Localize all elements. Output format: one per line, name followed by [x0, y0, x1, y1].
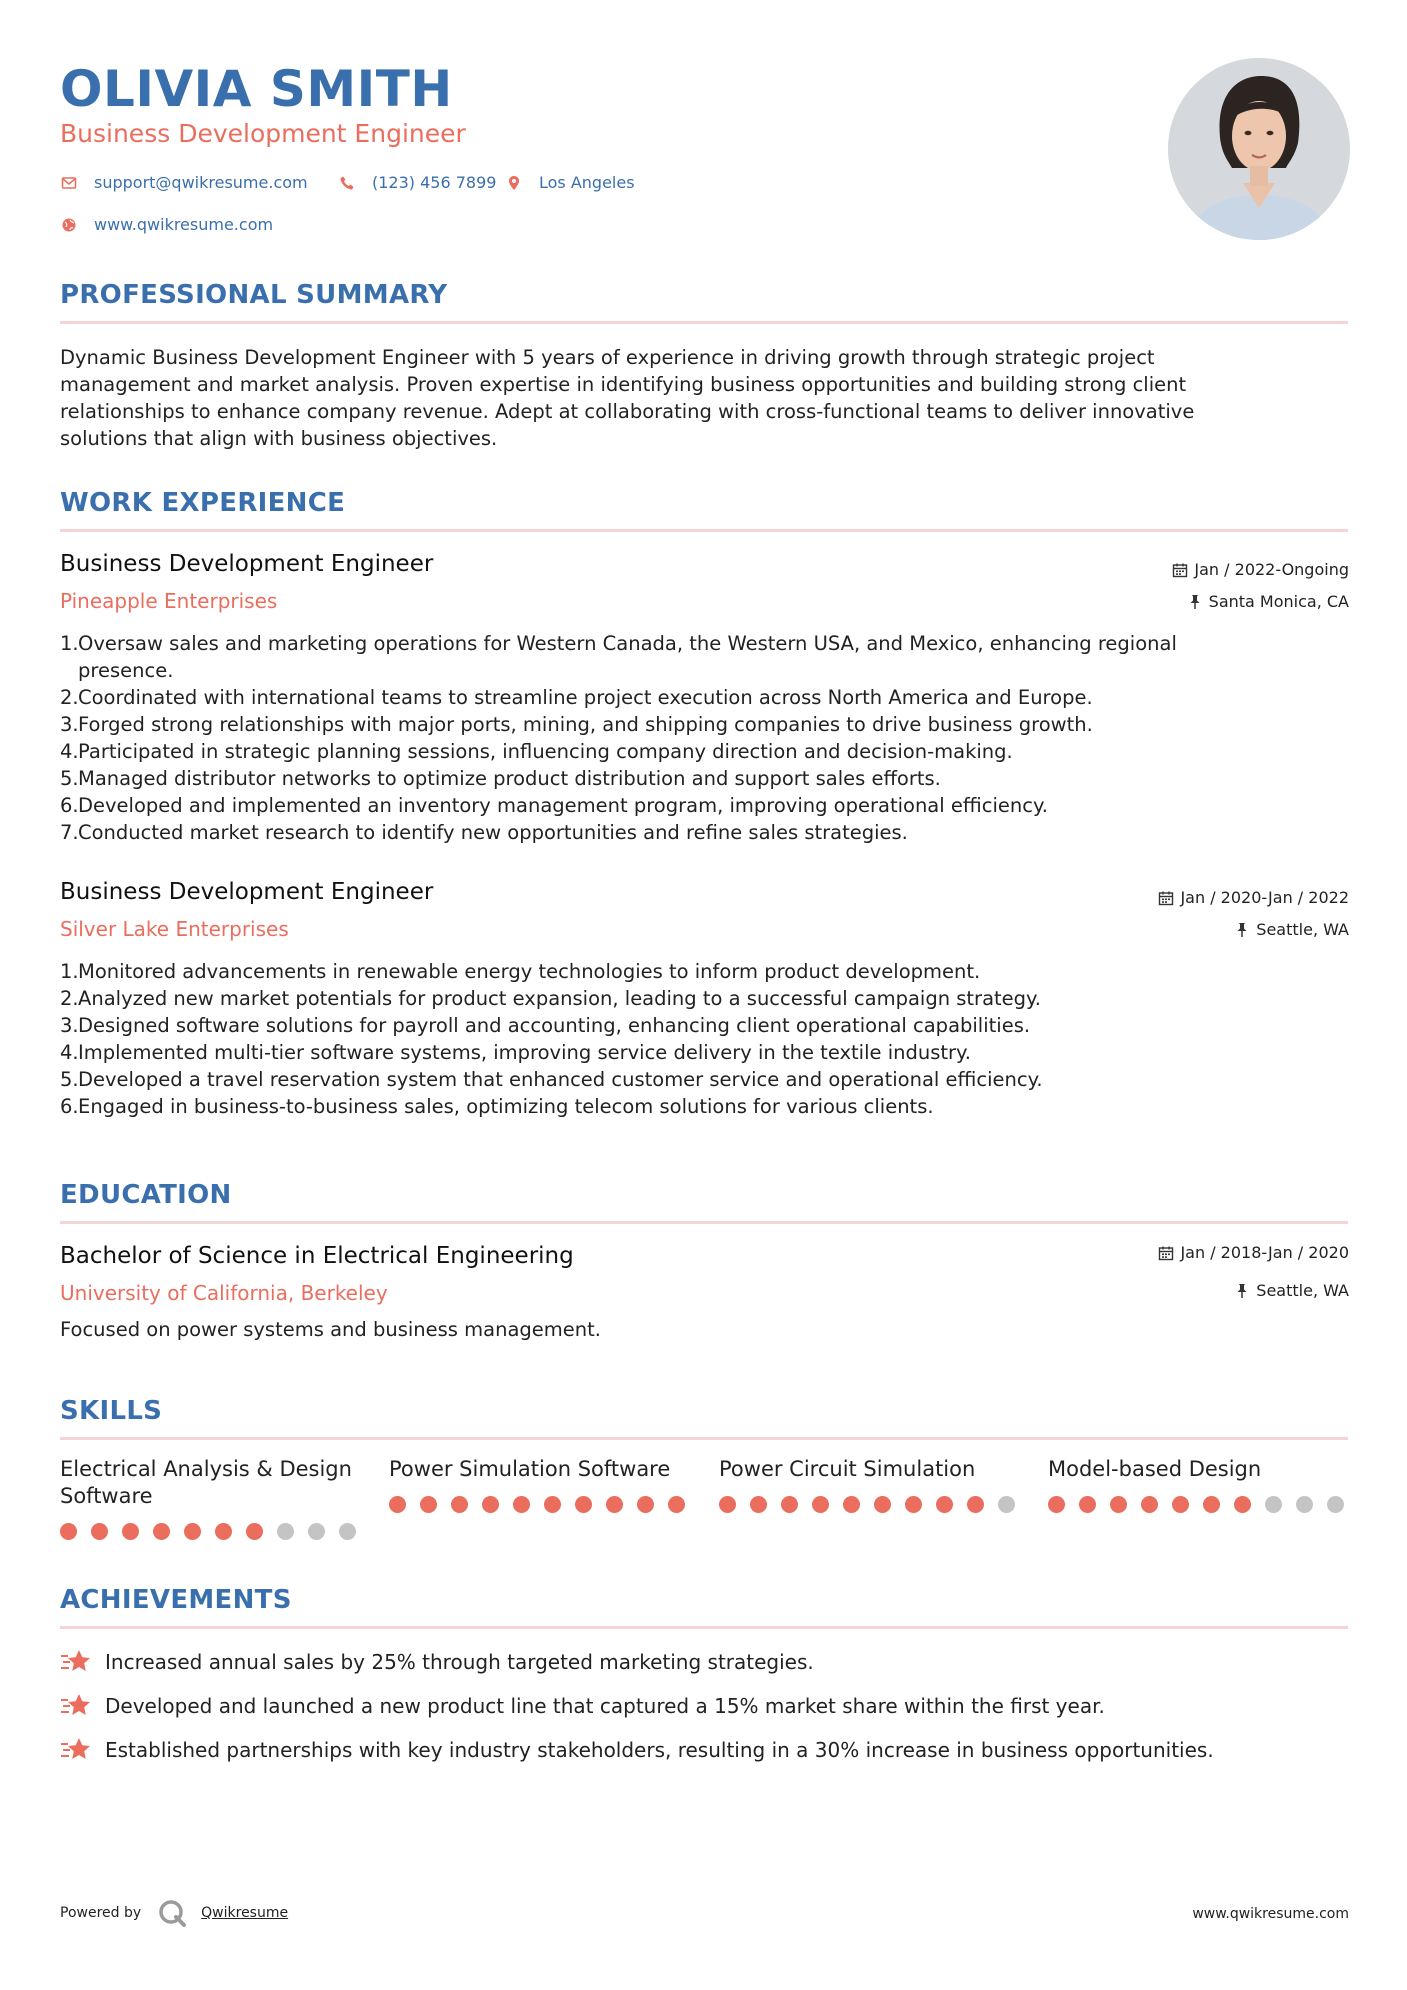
rating-dot-filled: [1079, 1496, 1096, 1513]
rating-dot-empty: [1265, 1496, 1282, 1513]
education-description: Focused on power systems and business management.: [60, 1318, 601, 1341]
summary-line: relationships to enhance company revenue. Adept at collaborating with cross-functional teams to deliver innovative: [60, 400, 1195, 423]
rating-dot-filled: [575, 1496, 592, 1513]
rating-dot-empty: [308, 1523, 325, 1540]
rating-dot-filled: [637, 1496, 654, 1513]
contact-phone-text: (123) 456 7899: [372, 173, 497, 192]
rating-dot-filled: [874, 1496, 891, 1513]
list-item: 7. Conducted market research to identify new opportunities and refine sales strategies.: [60, 821, 908, 844]
school-name: University of California, Berkeley: [60, 1281, 388, 1305]
rating-dot-filled: [122, 1523, 139, 1540]
skills-divider: [60, 1437, 1348, 1440]
rating-dot-filled: [967, 1496, 984, 1513]
education-date-text: Jan / 2018-Jan / 2020: [1180, 1243, 1349, 1262]
envelope-icon: [60, 174, 78, 192]
rating-dot-filled: [513, 1496, 530, 1513]
job-date-text: Jan / 2020-Jan / 2022: [1180, 888, 1349, 907]
rating-dot-filled: [1172, 1496, 1189, 1513]
summary-divider: [60, 321, 1348, 324]
contact-location: [505, 173, 635, 192]
rating-dot-filled: [719, 1496, 736, 1513]
achievement-text: Established partnerships with key industry stakeholders, resulting in a 30% increase in business opportunities.: [105, 1738, 1214, 1762]
skill-item: [389, 1456, 689, 1483]
rating-dot-empty: [998, 1496, 1015, 1513]
skills-heading: SKILLS: [60, 1396, 163, 1426]
skill-rating: [389, 1496, 699, 1513]
achievement-item: [60, 1691, 1105, 1721]
rating-dot-filled: [936, 1496, 953, 1513]
rating-dot-filled: [1234, 1496, 1251, 1513]
experience-heading: WORK EXPERIENCE: [60, 488, 346, 518]
job-location-text: Seattle, WA: [1256, 920, 1349, 939]
rating-dot-empty: [339, 1523, 356, 1540]
skill-item: [719, 1456, 1019, 1483]
degree-title: Bachelor of Science in Electrical Engineering: [60, 1243, 574, 1269]
rating-dot-filled: [843, 1496, 860, 1513]
candidate-title: Business Development Engineer: [60, 119, 466, 148]
rating-dot-filled: [91, 1523, 108, 1540]
list-item: 1. Monitored advancements in renewable energy technologies to inform product development.: [60, 960, 981, 983]
calendar-icon: [1172, 562, 1188, 578]
skill-name: Power Simulation Software: [389, 1457, 671, 1481]
list-item: 6. Engaged in business-to-business sales, optimizing telecom solutions for various clients.: [60, 1095, 934, 1118]
list-item: 5. Managed distributor networks to optimize product distribution and support sales efforts.: [60, 767, 941, 790]
star-award-icon: [60, 1735, 94, 1765]
summary-heading: PROFESSIONAL SUMMARY: [60, 280, 448, 310]
rating-dot-filled: [1110, 1496, 1127, 1513]
rating-dot-filled: [1048, 1496, 1065, 1513]
contact-email-text: support@qwikresume.com: [94, 173, 308, 192]
summary-line: management and market analysis. Proven expertise in identifying business opportunities and building strong client: [60, 373, 1187, 396]
job-date: [1158, 887, 1349, 909]
job-bullets: [60, 630, 1340, 846]
rating-dot-empty: [277, 1523, 294, 1540]
globe-icon: [60, 216, 78, 234]
qwikresume-logo-icon: [157, 1898, 187, 1928]
job-location: [1187, 591, 1349, 613]
rating-dot-filled: [606, 1496, 623, 1513]
contact-phone[interactable]: [338, 173, 496, 192]
achievement-item: [60, 1735, 1214, 1765]
rating-dot-filled: [184, 1523, 201, 1540]
skill-rating: [719, 1496, 1029, 1513]
summary-text: [60, 344, 1330, 452]
phone-icon: [338, 174, 356, 192]
list-item: 4. Implemented multi-tier software systems, improving service delivery in the textile industry.: [60, 1041, 971, 1064]
pushpin-icon: [1234, 1283, 1250, 1299]
list-item: 4. Participated in strategic planning sessions, influencing company direction and decision-making.: [60, 740, 1013, 763]
rating-dot-empty: [1296, 1496, 1313, 1513]
star-award-icon: [60, 1691, 94, 1721]
rating-dot-filled: [482, 1496, 499, 1513]
contact-email[interactable]: [60, 173, 308, 192]
map-pin-icon: [505, 174, 523, 192]
list-item: presence.: [78, 659, 174, 682]
list-item: 1. Oversaw sales and marketing operations for Western Canada, the Western USA, and Mexico, enhancing regional: [60, 632, 1177, 655]
contact-website[interactable]: [60, 215, 273, 234]
rating-dot-filled: [544, 1496, 561, 1513]
achievement-text: Developed and launched a new product line that captured a 15% market share within the first year.: [105, 1694, 1105, 1718]
education-date: [1158, 1242, 1349, 1264]
experience-divider: [60, 529, 1348, 532]
rating-dot-filled: [1203, 1496, 1220, 1513]
skill-name: Model-based Design: [1048, 1457, 1262, 1481]
job-bullets: [60, 958, 1340, 1120]
job-company: Silver Lake Enterprises: [60, 917, 289, 941]
contact-website-text: www.qwikresume.com: [94, 215, 274, 234]
job-title: Business Development Engineer: [60, 551, 434, 577]
rating-dot-filled: [153, 1523, 170, 1540]
job-company: Pineapple Enterprises: [60, 589, 278, 613]
list-item: 3. Designed software solutions for payroll and accounting, enhancing client operational capabilities.: [60, 1014, 1031, 1037]
job-location-text: Santa Monica, CA: [1208, 592, 1349, 611]
rating-dot-filled: [246, 1523, 263, 1540]
rating-dot-filled: [668, 1496, 685, 1513]
rating-dot-filled: [389, 1496, 406, 1513]
calendar-icon: [1158, 1245, 1174, 1261]
job-date-text: Jan / 2022-Ongoing: [1194, 560, 1349, 579]
skill-item: [60, 1456, 360, 1510]
rating-dot-filled: [420, 1496, 437, 1513]
skill-name: Electrical Analysis & Design Software: [60, 1457, 352, 1508]
rating-dot-empty: [1327, 1496, 1344, 1513]
rating-dot-filled: [781, 1496, 798, 1513]
job-title: Business Development Engineer: [60, 879, 434, 905]
qwikresume-link[interactable]: Qwikresume: [201, 1905, 289, 1921]
achievements-divider: [60, 1626, 1348, 1629]
rating-dot-filled: [451, 1496, 468, 1513]
skill-name: Power Circuit Simulation: [719, 1457, 976, 1481]
skill-rating: [60, 1523, 370, 1540]
education-location: [1234, 1280, 1349, 1302]
rating-dot-filled: [812, 1496, 829, 1513]
rating-dot-filled: [60, 1523, 77, 1540]
powered-by-label: Powered by: [60, 1905, 142, 1921]
summary-line: Dynamic Business Development Engineer with 5 years of experience in driving growth through strategic project: [60, 346, 1155, 369]
profile-photo: [1168, 58, 1350, 240]
footer-powered-by: [60, 1898, 288, 1928]
education-divider: [60, 1221, 1348, 1224]
candidate-name: OLIVIA SMITH: [60, 60, 453, 118]
list-item: 3. Forged strong relationships with major ports, mining, and shipping companies to drive business growth.: [60, 713, 1093, 736]
pushpin-icon: [1234, 922, 1250, 938]
list-item: 6. Developed and implemented an inventory management program, improving operational efficiency.: [60, 794, 1048, 817]
job-location: [1234, 919, 1349, 941]
list-item: 5. Developed a travel reservation system that enhanced customer service and operational efficiency.: [60, 1068, 1043, 1091]
rating-dot-filled: [1141, 1496, 1158, 1513]
pushpin-icon: [1187, 594, 1203, 610]
achievement-text: Increased annual sales by 25% through targeted marketing strategies.: [105, 1650, 814, 1674]
job-date: [1172, 559, 1349, 581]
education-location-text: Seattle, WA: [1256, 1281, 1349, 1300]
footer-url[interactable]: www.qwikresume.com: [1192, 1906, 1349, 1922]
achievements-heading: ACHIEVEMENTS: [60, 1585, 292, 1615]
list-item: 2. Analyzed new market potentials for product expansion, leading to a successful campaign strategy.: [60, 987, 1042, 1010]
rating-dot-filled: [750, 1496, 767, 1513]
rating-dot-filled: [905, 1496, 922, 1513]
summary-line: solutions that align with business objectives.: [60, 427, 498, 450]
rating-dot-filled: [215, 1523, 232, 1540]
education-heading: EDUCATION: [60, 1180, 232, 1210]
achievement-item: [60, 1647, 814, 1677]
skill-rating: [1048, 1496, 1358, 1513]
calendar-icon: [1158, 890, 1174, 906]
star-award-icon: [60, 1647, 94, 1677]
list-item: 2. Coordinated with international teams to streamline project execution across North America and Europe.: [60, 686, 1093, 709]
skill-item: [1048, 1456, 1348, 1483]
contact-location-text: Los Angeles: [539, 173, 635, 192]
